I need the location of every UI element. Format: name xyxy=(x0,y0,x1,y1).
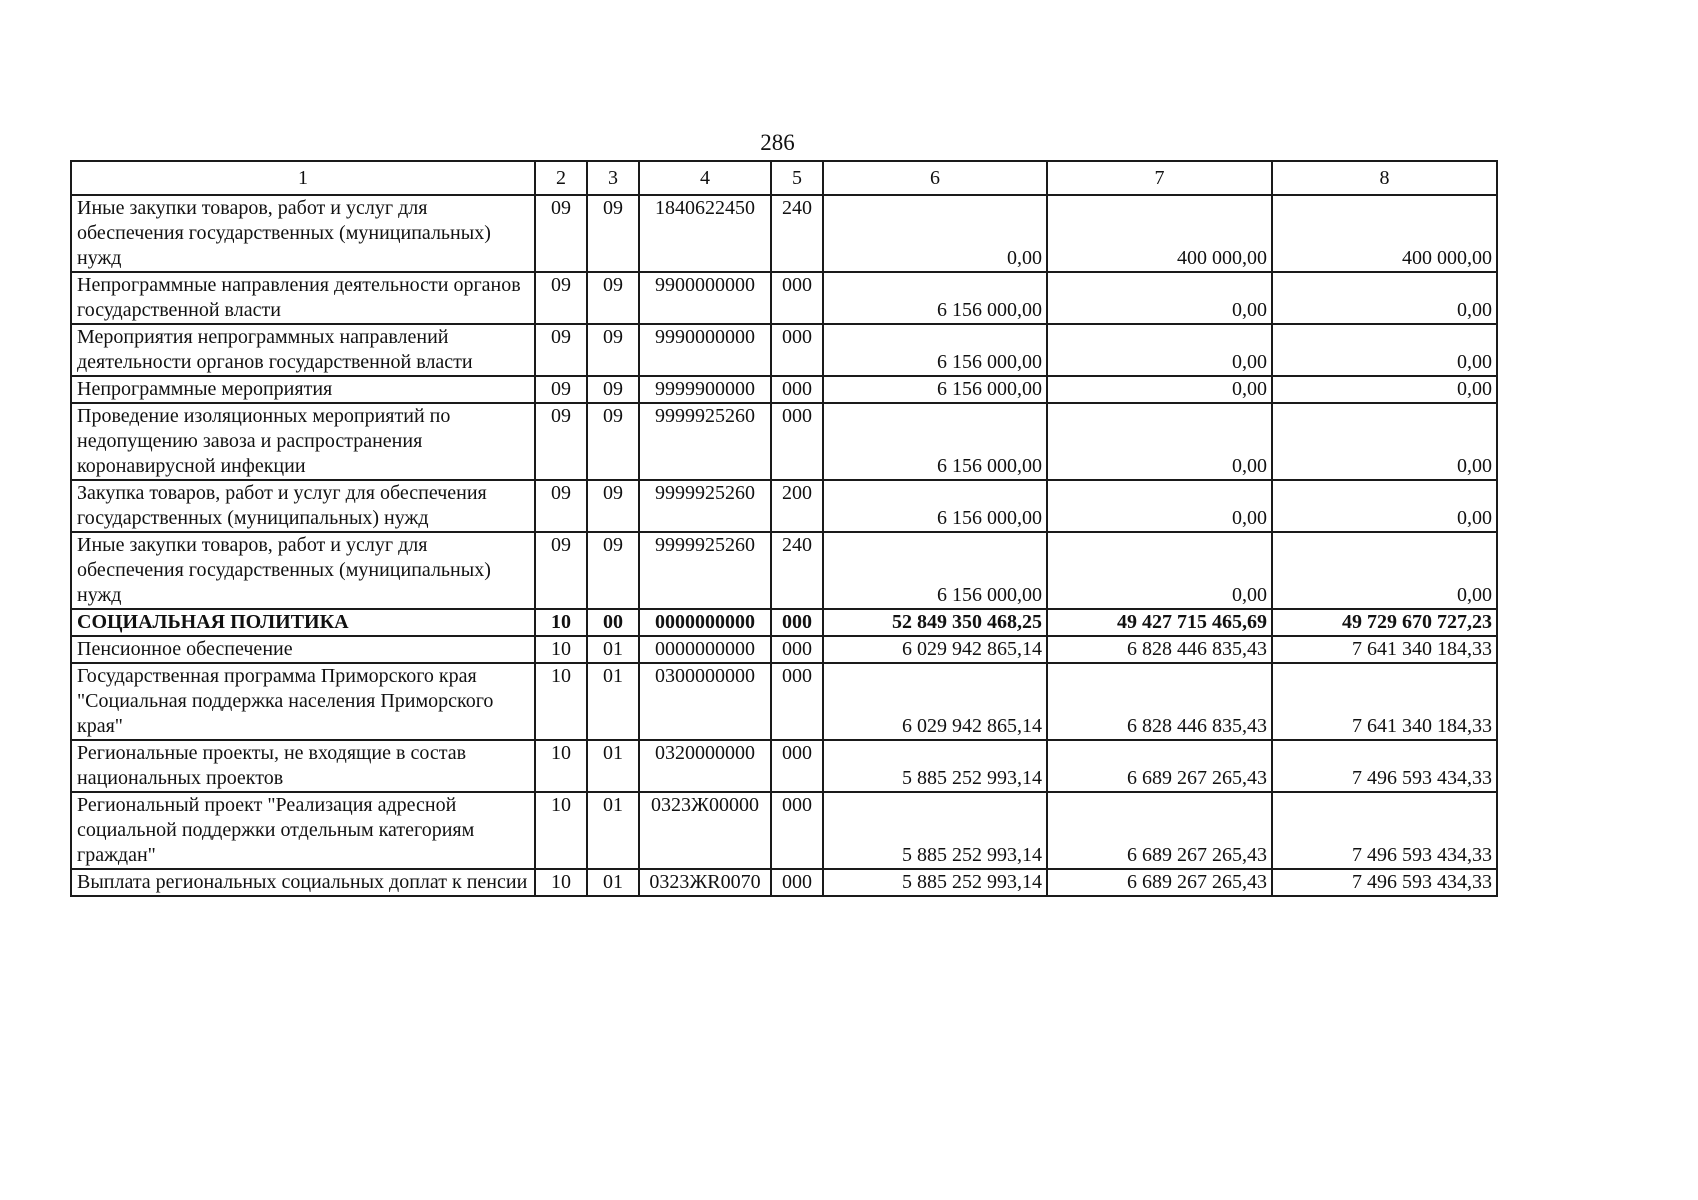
table-row xyxy=(71,636,1497,663)
row-code-2: 10 xyxy=(535,792,587,869)
row-value-7: 0,00 xyxy=(1047,376,1272,403)
table-row xyxy=(71,532,1497,609)
row-value-7: 6 828 446 835,43 xyxy=(1047,663,1272,740)
column-header: 2 xyxy=(535,161,587,195)
row-value-8: 7 496 593 434,33 xyxy=(1272,869,1497,896)
header-row xyxy=(71,161,1497,195)
row-value-7: 6 828 446 835,43 xyxy=(1047,636,1272,663)
table-row xyxy=(71,324,1497,376)
row-value-6: 6 156 000,00 xyxy=(823,272,1047,324)
row-name: Пенсионное обеспечение xyxy=(71,636,535,663)
row-code-4: 9990000000 xyxy=(639,324,771,376)
row-value-8: 0,00 xyxy=(1272,480,1497,532)
row-code-2: 10 xyxy=(535,609,587,636)
row-value-8: 7 496 593 434,33 xyxy=(1272,740,1497,792)
row-value-7: 6 689 267 265,43 xyxy=(1047,740,1272,792)
row-value-8: 0,00 xyxy=(1272,532,1497,609)
row-value-6: 5 885 252 993,14 xyxy=(823,740,1047,792)
row-value-7: 0,00 xyxy=(1047,403,1272,480)
row-value-7: 6 689 267 265,43 xyxy=(1047,869,1272,896)
row-value-7: 400 000,00 xyxy=(1047,195,1272,272)
row-name: Региональные проекты, не входящие в состав национальных проектов xyxy=(71,740,535,792)
row-value-7: 6 689 267 265,43 xyxy=(1047,792,1272,869)
row-code-2: 09 xyxy=(535,324,587,376)
row-code-4: 0000000000 xyxy=(639,636,771,663)
row-name: СОЦИАЛЬНАЯ ПОЛИТИКА xyxy=(71,609,535,636)
row-code-3: 09 xyxy=(587,272,639,324)
row-code-2: 10 xyxy=(535,663,587,740)
column-header: 7 xyxy=(1047,161,1272,195)
budget-table xyxy=(70,160,1498,897)
row-code-4: 0320000000 xyxy=(639,740,771,792)
row-value-8: 0,00 xyxy=(1272,403,1497,480)
row-code-5: 240 xyxy=(771,532,823,609)
page-number: 286 xyxy=(760,130,795,155)
row-code-4: 1840622450 xyxy=(639,195,771,272)
row-code-5: 200 xyxy=(771,480,823,532)
table-row xyxy=(71,663,1497,740)
row-value-6: 6 156 000,00 xyxy=(823,324,1047,376)
table-row xyxy=(71,195,1497,272)
row-code-5: 000 xyxy=(771,376,823,403)
row-value-6: 5 885 252 993,14 xyxy=(823,869,1047,896)
row-code-3: 09 xyxy=(587,376,639,403)
table-row xyxy=(71,272,1497,324)
row-name: Государственная программа Приморского края "Социальная поддержка населения Приморского края" xyxy=(71,663,535,740)
row-code-5: 000 xyxy=(771,403,823,480)
row-code-4: 0300000000 xyxy=(639,663,771,740)
row-code-4: 9999925260 xyxy=(639,532,771,609)
row-code-3: 01 xyxy=(587,636,639,663)
row-code-5: 240 xyxy=(771,195,823,272)
row-value-6: 6 156 000,00 xyxy=(823,532,1047,609)
row-code-4: 9900000000 xyxy=(639,272,771,324)
row-code-2: 09 xyxy=(535,272,587,324)
row-value-7: 0,00 xyxy=(1047,532,1272,609)
table-row xyxy=(71,869,1497,896)
table-body xyxy=(71,161,1497,896)
table-row xyxy=(71,609,1497,636)
column-header: 4 xyxy=(639,161,771,195)
row-name: Проведение изоляционных мероприятий по недопущению завоза и распространения коронавирусной инфекции xyxy=(71,403,535,480)
row-code-3: 09 xyxy=(587,324,639,376)
row-code-2: 10 xyxy=(535,636,587,663)
column-header: 1 xyxy=(71,161,535,195)
row-code-4: 0000000000 xyxy=(639,609,771,636)
row-code-3: 01 xyxy=(587,663,639,740)
row-code-5: 000 xyxy=(771,609,823,636)
table-row xyxy=(71,740,1497,792)
row-value-8: 0,00 xyxy=(1272,376,1497,403)
row-code-2: 09 xyxy=(535,195,587,272)
row-code-4: 9999900000 xyxy=(639,376,771,403)
row-code-3: 01 xyxy=(587,869,639,896)
row-code-2: 10 xyxy=(535,869,587,896)
table-row xyxy=(71,376,1497,403)
row-name: Закупка товаров, работ и услуг для обеспечения государственных (муниципальных) нужд xyxy=(71,480,535,532)
table-row xyxy=(71,480,1497,532)
column-header: 3 xyxy=(587,161,639,195)
row-code-3: 00 xyxy=(587,609,639,636)
column-header: 5 xyxy=(771,161,823,195)
row-value-8: 400 000,00 xyxy=(1272,195,1497,272)
row-value-6: 52 849 350 468,25 xyxy=(823,609,1047,636)
column-header: 6 xyxy=(823,161,1047,195)
row-value-7: 49 427 715 465,69 xyxy=(1047,609,1272,636)
row-code-5: 000 xyxy=(771,869,823,896)
row-code-2: 10 xyxy=(535,740,587,792)
row-name: Мероприятия непрограммных направлений деятельности органов государственной власти xyxy=(71,324,535,376)
row-code-5: 000 xyxy=(771,324,823,376)
row-value-6: 6 156 000,00 xyxy=(823,376,1047,403)
row-code-3: 09 xyxy=(587,403,639,480)
row-name: Непрограммные направления деятельности органов государственной власти xyxy=(71,272,535,324)
row-name: Региональный проект "Реализация адресной социальной поддержки отдельным категориям граждан" xyxy=(71,792,535,869)
table-row xyxy=(71,792,1497,869)
table-row xyxy=(71,403,1497,480)
row-code-4: 9999925260 xyxy=(639,480,771,532)
row-code-2: 09 xyxy=(535,532,587,609)
row-code-2: 09 xyxy=(535,376,587,403)
row-code-3: 01 xyxy=(587,740,639,792)
row-value-8: 7 641 340 184,33 xyxy=(1272,663,1497,740)
row-code-3: 01 xyxy=(587,792,639,869)
row-code-5: 000 xyxy=(771,663,823,740)
row-name: Иные закупки товаров, работ и услуг для обеспечения государственных (муниципальных) нужд xyxy=(71,195,535,272)
row-value-6: 6 156 000,00 xyxy=(823,403,1047,480)
row-name: Выплата региональных социальных доплат к пенсии xyxy=(71,869,535,896)
row-value-8: 49 729 670 727,23 xyxy=(1272,609,1497,636)
row-value-7: 0,00 xyxy=(1047,272,1272,324)
row-value-6: 5 885 252 993,14 xyxy=(823,792,1047,869)
row-value-8: 7 641 340 184,33 xyxy=(1272,636,1497,663)
row-value-8: 7 496 593 434,33 xyxy=(1272,792,1497,869)
row-code-3: 09 xyxy=(587,532,639,609)
row-code-3: 09 xyxy=(587,480,639,532)
row-name: Иные закупки товаров, работ и услуг для обеспечения государственных (муниципальных) нужд xyxy=(71,532,535,609)
row-code-2: 09 xyxy=(535,403,587,480)
row-value-6: 0,00 xyxy=(823,195,1047,272)
row-code-4: 0323ЖR0070 xyxy=(639,869,771,896)
row-code-2: 09 xyxy=(535,480,587,532)
row-code-5: 000 xyxy=(771,272,823,324)
column-header: 8 xyxy=(1272,161,1497,195)
row-value-7: 0,00 xyxy=(1047,324,1272,376)
row-value-8: 0,00 xyxy=(1272,272,1497,324)
row-code-3: 09 xyxy=(587,195,639,272)
row-code-5: 000 xyxy=(771,740,823,792)
row-value-6: 6 029 942 865,14 xyxy=(823,663,1047,740)
row-name: Непрограммные мероприятия xyxy=(71,376,535,403)
row-code-5: 000 xyxy=(771,636,823,663)
row-value-8: 0,00 xyxy=(1272,324,1497,376)
row-value-6: 6 029 942 865,14 xyxy=(823,636,1047,663)
row-code-4: 9999925260 xyxy=(639,403,771,480)
row-code-4: 0323Ж00000 xyxy=(639,792,771,869)
row-code-5: 000 xyxy=(771,792,823,869)
row-value-6: 6 156 000,00 xyxy=(823,480,1047,532)
row-value-7: 0,00 xyxy=(1047,480,1272,532)
